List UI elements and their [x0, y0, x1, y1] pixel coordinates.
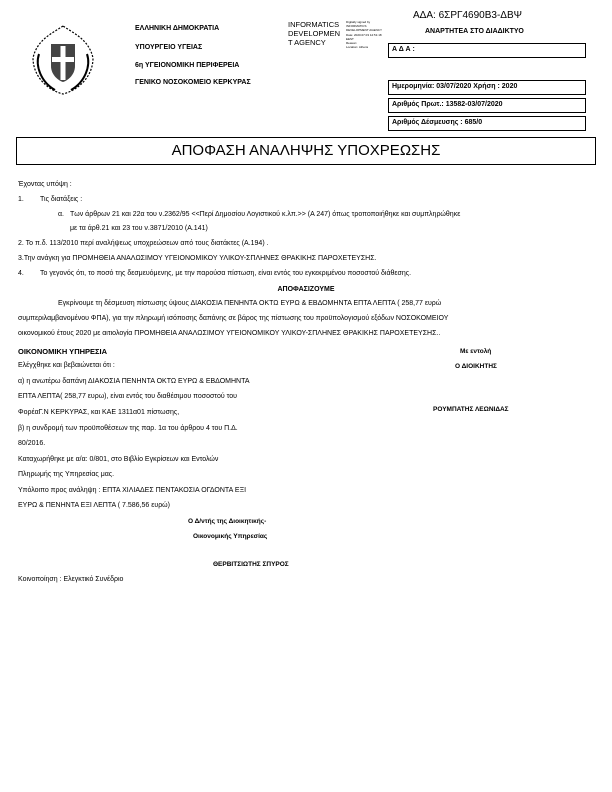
- stamp-detail: EEST: [346, 36, 354, 41]
- stamp-detail: Date: 2020.07.03 12:51:18: [346, 32, 382, 37]
- header-ministry: ΥΠΟΥΡΓΕΙΟ ΥΓΕΙΑΣ: [135, 44, 203, 51]
- ada-code: ΑΔΑ: 6ΣΡΓ4690Β3-ΔΒΨ: [413, 10, 523, 21]
- decide-heading: ΑΠΟΦΑΣΙΖΟΥΜΕ: [277, 286, 335, 293]
- protocol-box-text: Αριθμός Πρωτ.: 13582-03/07/2020: [392, 101, 503, 108]
- stamp-details: [346, 20, 382, 49]
- finance-heading: ΟΙΚΟΝΟΜΙΚΗ ΥΠΗΡΕΣΙΑ: [18, 347, 108, 356]
- decision-line-2: συμπεριλαμβανομένου ΦΠΑ), για την πληρωμή ισόποσης δαπάνης σε βάρος της πίστωσης του προϋπολογισμού εξόδων ΝΟΣΟΚΟΜΕΙΟΥ: [18, 315, 449, 322]
- signatory-name: ΘΕΡΒΙΤΣΙΩΤΗΣ ΣΠΥΡΟΣ: [213, 561, 289, 568]
- ada-box-label: Α Δ Α :: [392, 46, 415, 53]
- register-line-1: Καταχωρήθηκε με α/α: 0/801, στο Βιβλίο Εγκρίσεων και Εντολών: [18, 456, 219, 463]
- notification-text: Κοινοποίηση : Ελεγκτικό Συνέδριο: [18, 576, 124, 583]
- signatory-title-1: Ο Δ/ντής της Διοικητικής-: [188, 518, 267, 525]
- header-hospital: ΓΕΝΙΚΟ ΝΟΣΟΚΟΜΕΙΟ ΚΕΡΚΥΡΑΣ: [135, 79, 251, 86]
- decision-line-3: οικονομικού έτους 2020 με αιτιολογία ΠΡΟΜΗΘΕΙΑ ΑΝΑΛΩΣΙΜΟΥ ΥΓΕΙΟΝΟΜΙΚΟΥ ΥΛΙΚΟΥ-ΣΠΛΗΝΕΣ ΘΡΑΚΙΚΗΣ ΠΑΡΟΧΕΤΕΥΣΗΣ..: [18, 330, 441, 337]
- item-1-text: Τις διατάξεις :: [40, 196, 83, 203]
- balance-line-1: Υπόλοιπο προς ανάληψη : ΕΠΤΑ ΧΙΛΙΑΔΕΣ ΠΕΝΤΑΚΟΣΙΑ ΟΓΔΟΝΤΑ ΕΞΙ: [18, 487, 247, 494]
- item-1a-text: Των άρθρων 21 και 22α του ν.2362/95 <<Περί Δημοσίου Λογιστικού κ.λπ.>> (Α 247) όπως τροποποιήθηκε και συμπληρώθηκε: [70, 211, 461, 218]
- check-a-line-3: ΦορέαΓ.Ν ΚΕΡΚΥΡΑΣ, και ΚΑΕ 1311α01 πίστωσης,: [18, 409, 180, 416]
- stamp-line-3: T AGENCY: [288, 38, 326, 47]
- item-1-number: 1.: [18, 196, 24, 203]
- stamp-detail: INFORMATICS: [346, 24, 367, 29]
- item-4-text: Το γεγονός ότι, το ποσό της δεσμευόμενης, με την παρούσα πίστωση, είναι εντός του εγκεκριμένου ποσοστού διάθεσης.: [40, 270, 412, 277]
- stamp-line-2: DEVELOPMEN: [288, 29, 341, 38]
- stamp-detail: Reason:: [346, 41, 358, 46]
- date-box: [388, 80, 586, 95]
- commitment-box-text: Αριθμός Δέσμευσης : 685/0: [392, 119, 483, 126]
- stamp-detail: Location: Athens: [346, 45, 369, 50]
- item-4-number: 4.: [18, 270, 24, 277]
- posted-online-label: ΑΝΑΡΤΗΤΕΑ ΣΤΟ ΔΙΑΔΙΚΤΥΟ: [425, 28, 524, 35]
- item-2-text: 2. Το π.δ. 113/2010 περί αναλήψεως υποχρεώσεων από τους διατάκτες (Α.194) .: [18, 240, 269, 247]
- considering-label: Έχοντας υπόψη :: [18, 181, 72, 188]
- header-country: ΕΛΛΗΝΙΚΗ ΔΗΜΟΚΡΑΤΙΑ: [135, 25, 220, 32]
- signature-stamp: [288, 20, 340, 47]
- balance-line-2: ΕΥΡΩ & ΠΕΝΗΝΤΑ ΕΞΙ ΛΕΠΤΑ ( 7.586,56 ευρώ): [18, 502, 170, 509]
- header-region: 6η ΥΓΕΙΟΝΟΜΙΚΗ ΠΕΡΙΦΕΡΕΙΑ: [135, 62, 240, 69]
- protocol-box: [388, 98, 586, 113]
- signatory-title-2: Οικονομικής Υπηρεσίας: [193, 533, 268, 540]
- ada-box: [388, 43, 586, 58]
- stamp-line-1: INFORMATICS: [288, 20, 340, 29]
- commitment-box: [388, 116, 586, 131]
- document-title: ΑΠΟΦΑΣΗ ΑΝΑΛΗΨΗΣ ΥΠΟΧΡΕΩΣΗΣ: [171, 142, 441, 159]
- item-1a-continued: με τα άρθ.21 και 23 του ν.3871/2010 (Α.141): [70, 225, 208, 232]
- on-order-label: Με εντολή: [460, 348, 492, 355]
- director-label: Ο ΔΙΟΙΚΗΤΗΣ: [455, 363, 497, 370]
- stamp-detail: DEVELOPMENT AGENCY: [346, 28, 382, 33]
- check-a-line-1: α) η ανωτέρω δαπάνη ΔΙΑΚΟΣΙΑ ΠΕΝΗΝΤΑ ΟΚΤΩ ΕΥΡΩ & ΕΒΔΟΜΗΝΤΑ: [18, 378, 250, 385]
- decision-line-1: Εγκρίνουμε τη δέσμευση πίστωσης ύψους ΔΙΑΚΟΣΙΑ ΠΕΝΗΝΤΑ ΟΚΤΩ ΕΥΡΩ & ΕΒΔΟΜΗΝΤΑ ΕΠΤΑ ΛΕΠΤΑ ( 258,77 ευρώ: [58, 300, 442, 307]
- item-3-text: 3.Την ανάγκη για ΠΡΟΜΗΘΕΙΑ ΑΝΑΛΩΣΙΜΟΥ ΥΓΕΙΟΝΟΜΙΚΟΥ ΥΛΙΚΟΥ-ΣΠΛΗΝΕΣ ΘΡΑΚΙΚΗΣ ΠΑΡΟΧΕΤΕΥΣΗΣ.: [18, 255, 377, 262]
- title-box: [16, 137, 596, 165]
- check-b-line-2: 80/2016.: [18, 440, 46, 447]
- check-a-line-2: ΕΠΤΑ ΛΕΠΤΑ( 258,77 ευρω), είναι εντός του διαθέσιμου ποσοστού του: [18, 393, 238, 400]
- register-line-2: Πληρωμής της Υπηρεσίας μας.: [18, 471, 115, 478]
- director-name: ΡΟΥΜΠΑΤΗΣ ΛΕΩΝΙΔΑΣ: [433, 406, 509, 413]
- item-1a-number: α.: [58, 211, 64, 218]
- stamp-detail: Digitally signed by: [346, 20, 371, 24]
- check-b-line-1: β) η συνδρομή των προϋποθέσεων της παρ. 1α του άρθρου 4 του Π.Δ.: [18, 425, 238, 432]
- checked-text: Ελέγχθηκε και βεβαιώνεται ότι :: [18, 362, 115, 369]
- date-box-text: Ημερομηνία: 03/07/2020 Χρήση : 2020: [392, 83, 518, 90]
- greek-coat-of-arms-logo: [23, 20, 103, 100]
